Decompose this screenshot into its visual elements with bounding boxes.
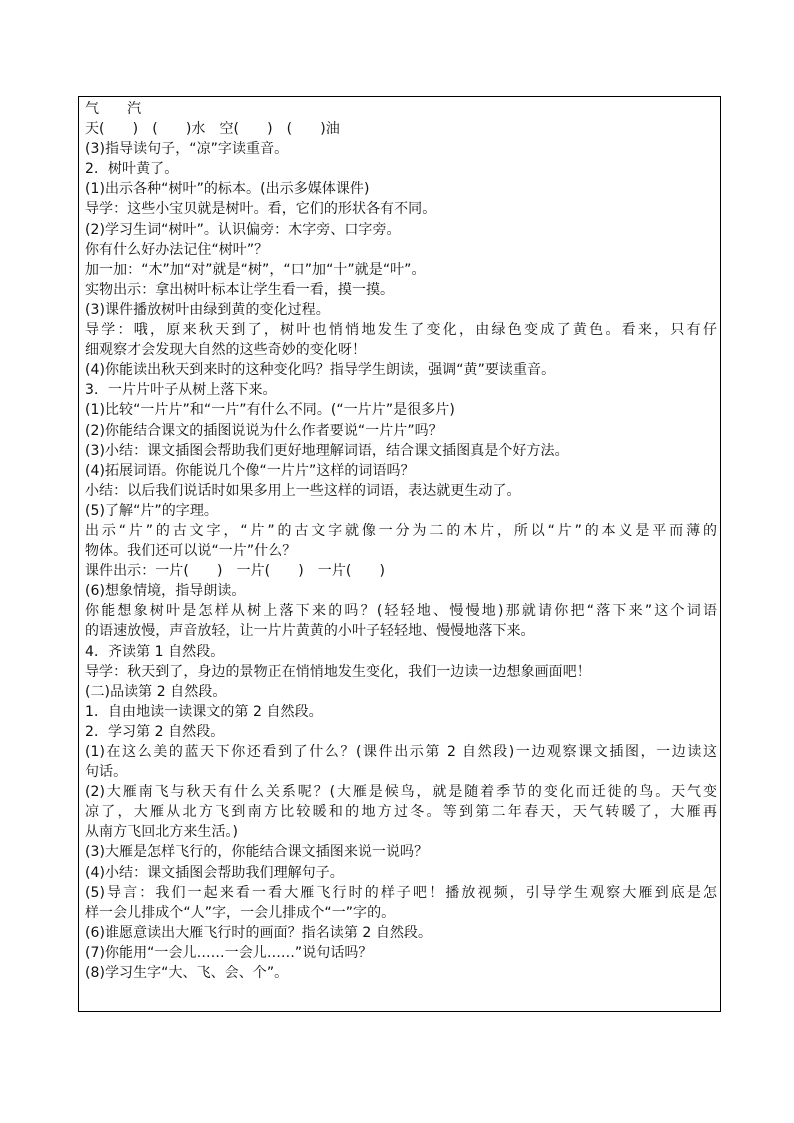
text-line: 实物出示：拿出树叶标本让学生看一看，摸一摸。 bbox=[85, 281, 395, 298]
text-line: (6)谁愿意读出大雁飞行时的画面？指名读第 2 自然段。 bbox=[85, 924, 433, 941]
text-line: (5)了解“片”的字理。 bbox=[85, 502, 218, 519]
text-line: (4)你能读出秋天到来时的这种变化吗？指导学生朗读，强调“黄”要读重音。 bbox=[85, 362, 556, 379]
text-line: 3．一片片叶子从树上落下来。 bbox=[85, 382, 277, 399]
text-line: (3)大雁是怎样飞行的，你能结合课文插图来说一说吗？ bbox=[85, 844, 429, 861]
text-line: 你能想象树叶是怎样从树上落下来的吗？(轻轻地、慢慢地)那就请你把“落下来”这个词语 bbox=[85, 603, 717, 620]
text-line: 导学：哦，原来秋天到了，树叶也悄悄地发生了变化，由绿色变成了黄色。看来，只有仔 bbox=[85, 322, 717, 339]
text-line: 的语速放慢，声音放轻，让一片片黄黄的小叶子轻轻地、慢慢地落下来。 bbox=[85, 623, 535, 640]
text-line: (2)学习生词“树叶”。认识偏旁：木字旁、口字旁。 bbox=[85, 221, 401, 238]
text-line: 句话。 bbox=[85, 764, 128, 781]
text-line: 你有什么好办法记住“树叶”？ bbox=[85, 241, 269, 258]
text-line: (2)你能结合课文的插图说说为什么作者要说“一片片”吗？ bbox=[85, 422, 443, 439]
text-line: (1)在这么美的蓝天下你还看到了什么？(课件出示第 2 自然段)一边观察课文插图，一边读这 bbox=[85, 744, 717, 760]
text-line: 2．树叶黄了。 bbox=[85, 161, 179, 178]
text-line: 导学：这些小宝贝就是树叶。看，它们的形状各有不同。 bbox=[85, 201, 437, 218]
text-line: 2．学习第 2 自然段。 bbox=[85, 723, 225, 740]
text-line: (3)指导读句子，“凉”字读重音。 bbox=[85, 141, 289, 158]
text-line: (1)出示各种“树叶”的标本。(出示多媒体课件) bbox=[85, 181, 370, 198]
text-line: (二)品读第 2 自然段。 bbox=[85, 683, 227, 700]
text-line: 样一会儿排成个“人”字，一会儿排成个“一”字的。 bbox=[85, 904, 396, 921]
text-line: (1)比较“一片片”和“一片”有什么不同。(“一片片”是很多片) bbox=[85, 402, 455, 419]
text-line: (4)小结：课文插图会帮助我们理解句子。 bbox=[85, 864, 344, 881]
text-line: (2)大雁南飞与秋天有什么关系呢？(大雁是候鸟，就是随着季节的变化而迁徙的鸟。天气变 bbox=[85, 784, 717, 801]
text-line: 从南方飞回北方来生活。) bbox=[85, 824, 239, 841]
text-line: 4．齐读第 1 自然段。 bbox=[85, 643, 225, 660]
lesson-text bbox=[85, 99, 717, 983]
text-line: (6)想象情境，指导朗读。 bbox=[85, 583, 246, 600]
text-line: (4)拓展词语。你能说几个像“一片片”这样的词语吗？ bbox=[85, 462, 415, 479]
text-line: 课件出示：一片( ) 一片( ) 一片( ) bbox=[85, 563, 386, 580]
lesson-plan-table-cell bbox=[78, 96, 721, 1012]
text-line: 气 汽 bbox=[85, 101, 142, 117]
text-line: (7)你能用“一会儿……一会儿……”说句话吗？ bbox=[85, 944, 373, 961]
text-line: 凉了，大雁从北方飞到南方比较暖和的地方过冬。等到第二年春天，天气转暖了，大雁再 bbox=[85, 804, 717, 821]
text-line: (3)小结：课文插图会帮助我们更好地理解词语，结合课文插图真是个好方法。 bbox=[85, 442, 569, 459]
text-line: 出示“片”的古文字，“片”的古文字就像一分为二的木片，所以“片”的本义是平而薄的 bbox=[85, 522, 717, 539]
text-line: 加一加：“木”加“对”就是“树”，“口”加“十”就是“叶”。 bbox=[85, 261, 426, 278]
text-line: (3)课件播放树叶由绿到黄的变化过程。 bbox=[85, 301, 330, 318]
text-line: (5)导言：我们一起来看一看大雁飞行时的样子吧！播放视频，引导学生观察大雁到底是怎 bbox=[85, 884, 717, 901]
text-line: 天( ) ( )水 空( ) ( )油 bbox=[85, 121, 340, 138]
text-line: 细观察才会发现大自然的这些奇妙的变化呀！ bbox=[85, 342, 366, 359]
text-line: 小结：以后我们说话时如果多用上一些这样的词语，表达就更生动了。 bbox=[85, 482, 521, 499]
text-line: (8)学习生字“大、飞、会、个”。 bbox=[85, 965, 289, 982]
text-line: 1．自由地读一读课文的第 2 自然段。 bbox=[85, 703, 323, 720]
text-line: 导学：秋天到了，身边的景物正在悄悄地发生变化，我们一边读一边想象画面吧！ bbox=[85, 663, 591, 680]
text-line: 物体。我们还可以说“一片”什么？ bbox=[85, 543, 297, 560]
